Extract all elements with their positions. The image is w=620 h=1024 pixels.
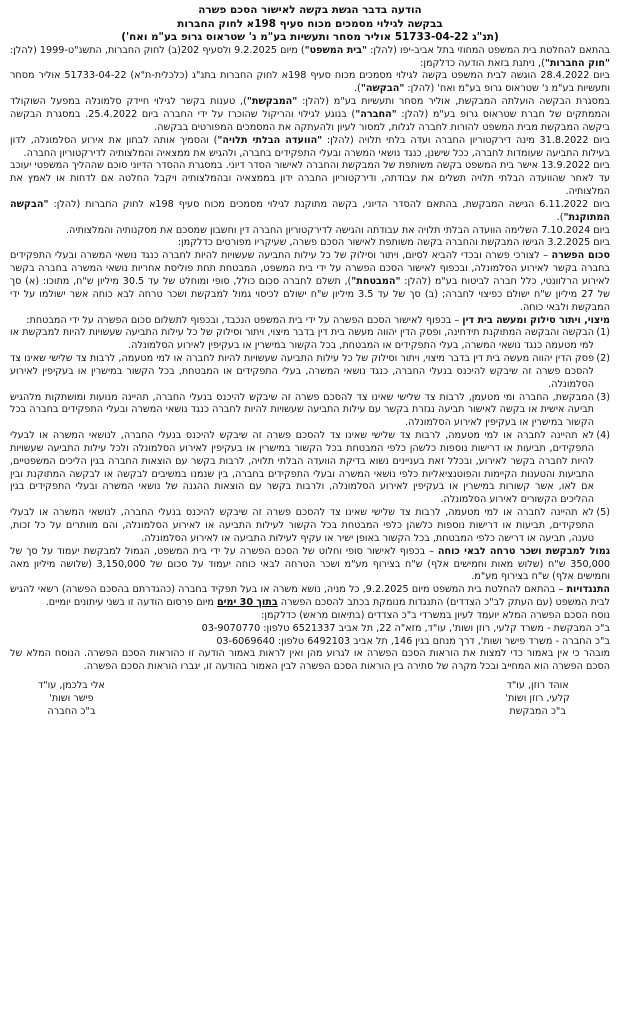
item-number: (4) — [596, 430, 610, 442]
applicant-term: "המבקשת" — [246, 96, 298, 108]
company-term: "החברה" — [355, 109, 397, 120]
paragraph-claims — [10, 96, 610, 135]
applicant-signature — [505, 680, 570, 719]
paragraph-end: ). — [354, 83, 361, 95]
paragraph-procedural-arrangement: ביום 13.9.2022 אישר בית המשפט בקשה משותפת של המבקשת והחברה לאישור הסדר דיוני. במסגרת ההסדר הדיוני סוכם שההליך המשפטי יעוכב עד לאחר שהוועדה הבלתי תלויה תשלים את עבודתה, ודירקטוריון החברה ידון בממצאיה ובהמלצותיה ויקבל החלטה אם לדחות או לאמץ את המלצותיה. — [10, 160, 610, 198]
paragraph-text: – בכפוף לאישור הסכם הפשרה על ידי בית המשפט הנכבד, ובכפוף לתשלום סכום הפשרה על ידי המבטחת: — [26, 314, 463, 326]
waiver-list — [10, 327, 610, 545]
paragraph-text: – לצורכי פשרה ובכדי להביא לסיום, ויתור וסילוק של כל עילות התביעה שעשויות להיות לחברה כנגד נושאי המשרה ובעלי התפקידים בחברה בקשר לאירוע הסלמונלה, ובכפוף לאישור הסכם הפשרה על ידי בית המשפט, המבטחת תחת פוליסת אחריות נושאי המשרה בחברה בקשר לאירוע הרלוונטי, כלל חברה לביטוח בע"מ (להלן: — [10, 250, 610, 287]
company-signature — [38, 680, 105, 719]
notice-header — [10, 4, 610, 45]
closing-paragraph: מובהר כי אין באמור כדי למצות את הוראות הסכם הפשרה או לגרוע מהן ואין לראות באמור הודעה זו כהוראות הסכם הפשרה. הנוסח המלא של הסכם הפשרה הוא המחייב ובכל מקרה של סתירה בין הוראות הסכם הפשרה לבין האמור בהודעה זו, יגברו הוראות הסכם הפשרה. — [10, 648, 610, 673]
paragraph-text: ), טענות בקשר לגילוי חיידק סלמונלה במפעל השוקולד והממתקים של חברת שטראוס גרופ בע"מ (להלן: — [10, 96, 610, 120]
signatory-firm: פישר ושות' — [49, 692, 94, 704]
paragraph-text: ) בנוגע לגילוי והריקול שהוכרז על ידי החברה ביום 25.4.2022. במסגרת הבקשה ביקשה המבקשת מבית המשפט להורות לחברה לגלות, למסור לעיון ולהעתקה את המסמכים המפורטים בבקשה. — [10, 109, 610, 133]
objections-label: התנגדויות — [566, 584, 611, 596]
item-text: פסק הדין יהווה מעשה בית דין בדבר מיצוי, ויתור וסילוק של כל עילות התביעה שעשויות להיות לחברה או למי מטעמה, לרבות צד שלישי שאינו צד להסכם פשרה זה שיבקש להיכנס בנעלי החברה, כנגד נושאי המשרה, בעלי התפקידים או המבטחת, בכל הקשור במישרין או בעקיפין לאירוע הסלמונלה. — [10, 353, 594, 390]
committee-term: "הוועדה הבלתי תלויה" — [217, 134, 323, 146]
signatory-name: אלי בלכמן, עו"ד — [38, 680, 105, 692]
list-item — [10, 430, 610, 507]
paragraph-text: ביום 28.4.2022 הוגשה לבית המשפט בקשה לגילוי מסמכים מכוח סעיף 198א לחוק החברות בתנ"ג (כלכלית-ת"א) 51733-04-22 אוליר מסחר ותעשיות בע"מ נ' שטראוס גרופ בע"מ ואח' (להלן: — [10, 70, 610, 95]
settlement-amount-label: סכום הפשרה — [551, 250, 610, 262]
item-text: הבקשה והבקשה המתוקנת תידחינה, ופסק הדין יהווה מעשה בית דין בדבר מיצוי, ויתור וסילוק של כל עילות התביעה שעשויות להיות למבקשת או למי מטעמה כנגד נושאי המשרה, בעלי התפקידים או המבטחת, בכל הקשור במישרין או בעקיפין לאירוע הסלמונלה. — [10, 327, 594, 352]
list-item — [10, 392, 610, 431]
paragraph-end: ). — [556, 211, 564, 223]
signatory-firm: קלעי, רוזן ושות' — [505, 692, 570, 704]
intro-text-2: ) מיום 9.2.2025 ולסעיף 202(ב) לחוק החברות, התשנ"ט-1999 (להלן: — [10, 44, 305, 56]
court-term: "בית המשפט" — [304, 44, 368, 56]
notice-subtitle: בבקשה לגילוי מסמכים מכוח סעיף 198א לחוק החברות — [177, 17, 443, 30]
paragraph-text: ביום 31.8.2022 מינה דירקטוריון החברה ועדה בלתי תלויה (להלן: — [322, 134, 610, 146]
contacts-block — [10, 610, 610, 649]
item-number: (5) — [596, 507, 610, 519]
intro-text-3: ), ניתנת בזאת הודעה כדלקמן: — [420, 57, 545, 69]
request-term: "הבקשה" — [360, 83, 405, 95]
item-text: לא תהיינה לחברה או למי מטעמה, לרבות צד שלישי שאינו צד להסכם פשרה זה שיבקש להיכנס בנעלי החברה, לנושאי המשרה או לבעלי התפקידים, תביעות או דרישות נוספות כלשהן כלפי המבטחת בכל הקשור במישרין או בעקיפין לאירוע הסלמונלה ולכל עילות התביעה שעשויות להיות לחברה בקשר לאירוע, ובכלל זאת בעניינים נשוא בדיקת הוועדה הבלתי תלויה, לרבות בקשר עם הוצאות החברה בגין הליכים המשפטיים, התביעות והטענות הקיימות והפוטנציאליות כלפי נושאי המשרה ובעלי התפקידים בחברה, בין שנמנו במשיבים לבקשה או לבקשה המתוקנת ובין אם לאו, אשר קשורות במישרין או בעקיפין לאירוע הסלמונלה, ולרבות בקשר עם הוצאות ההגנה של נושאי המשרה ובעלי התפקידים בגין ההליכים הקשורים לאירוע הסלמונלה. — [10, 430, 594, 506]
objection-deadline: בתוך 30 ימים — [216, 597, 278, 609]
paragraph-settlement-request: ביום 3.2.2025 הגישו המבקשת והחברה בקשה משותפת לאישור הסכם פשרה, שעיקריו מפורטים כדלקמן: — [177, 237, 610, 249]
item-number: (3) — [596, 391, 610, 403]
intro-text-1: בהתאם להחלטת בית המשפט המחוזי בתל אביב-יפו (להלן: — [367, 44, 610, 56]
paragraph-text: ביום 6.11.2022 הגישה המבקשת, בהתאם להסדר הדיוני, בקשה מתוקנת לגילוי מסמכים מכוח סעיף 198א לחוק החברות (להלן: — [48, 198, 610, 210]
paragraph-request-filed — [10, 70, 610, 96]
paragraph-text: – בכפוף לאישור סופי וחלוט של הסכם הפשרה על ידי בית המשפט, הגמול למבקשת יעמוד על סך של 350,000 ש"ח (שלוש מאות וחמישים אלף) ש"ח בצירוף מע"מ ושכר הטרחה לבאי כוחה יעמוד על סכום של 3,150,000 (שלושה מיליון מאה וחמישים אלף) ש"ח בצירוף מע"מ. — [10, 545, 611, 583]
insurer-term: "המבטחת" — [351, 275, 401, 287]
signatory-role: ב"כ המבקשת — [509, 705, 566, 717]
list-item — [10, 353, 610, 392]
contacts-intro: נוסח הסכם הפשרה המלא יועמד לעיון במשרדי ב"כ הצדדים (בתיאום מראש) כדלקמן: — [261, 609, 610, 621]
item-text: לא תהיינה לחברה או למי מטעמה, לרבות צד שלישי שאינו צד להסכם פשרה זה שיבקש להיכנס בנעלי החברה, לנושאי המשרה או לבעלי התפקידים, תביעות או דרישות נוספות כלשהן כלפי המבטחת בכל הקשור לעילות התביעה או לאירוע הסלמונלה, והם מוותרים על כל זכות, טענה, תביעה או דרישה כלפי המבטחת, בכל הקשור באופן ישיר או עקיף לעילות התביעה או לאירוע הסלמונלה. — [10, 507, 594, 544]
signature-block — [10, 680, 610, 719]
paragraph-objections — [10, 584, 610, 610]
intro-paragraph — [10, 45, 610, 71]
paragraph-text: מיום פרסום הודעה זו בשני עיתונים יומיים. — [45, 597, 217, 609]
paragraph-settlement-amount — [10, 250, 610, 314]
paragraph-committee-report: ביום 7.10.2024 השלימה הוועדה הבלתי תלויה את עבודתה והגישה לדירקטוריון החברה דין וחשבון שמסכם את מסקנותיה והמלצותיה. — [65, 224, 610, 236]
company-counsel-contact: ב"כ החברה - משרד פישר ושות', דרך מנחם בגין 146, תל אביב 6492103 טלפון: 03-6069640 — [216, 635, 610, 647]
item-number: (1) — [596, 327, 610, 339]
paragraph-text: ), תשלם לחברה סכום כולל, סופי ומוחלט של עד 30.5 מיליון ש"ח, מתוכו: (א) סך של 27 מיליון ש"ח ישולם כפיצוי לחברה; (ב) סך של עד 3.5 מיליון ש"ח ישולם לכיסוי גמול למבקשת ושכר טרחה לבא כוחה אשר ישולמו על ידי המבקשת ולבאי כוחה. — [10, 275, 610, 313]
item-number: (2) — [596, 353, 610, 365]
paragraph-text: במסגרת הבקשה הועלתה המבקשת, אוליר מסחר ותעשיות בע"מ (להלן: — [297, 96, 610, 108]
item-text: המבקשת, החברה ומי מטעמן, לרבות צד שלישי שאינו צד להסכם פשרה זה שיבקש להיכנס בנעלי החברה, תהיינה מנועות ומושתקות מלהגיש תביעה אישית או בקשה לאישור תביעה נגזרת בקשר עם עילות התביעה שעשויות להיות לחברה כנגד נושאי המשרה ובעלי התפקידים בחברה בכל הקשור במישרין או בעקיפין לאירוע הסלמונלה. — [10, 391, 594, 429]
signatory-role: ב"כ החברה — [47, 705, 96, 717]
paragraph-amended-request — [10, 199, 610, 225]
applicant-counsel-contact: ב"כ המבקשת - משרד קלעי, רוזן ושות', עו"ד, מזא"ה 22, תל אביב 6521337 טלפון: 03-9070770 — [201, 622, 610, 634]
paragraph-text: – בהתאם להחלטת בית המשפט מיום 9.2.2025, כל מניה, נושא משרה או בעל תפקיד בחברה (כהגדרתם בהסכם הפשרה) רשאי להגיש לבית המשפט (עם העתק לב"כ הצדדים) התנגדות מנומקת בכתב להסכם הפשרה — [10, 584, 610, 609]
fees-label: גמול למבקשת ושכר טרחה לבאי כוחה — [437, 545, 611, 557]
amended-request-term: "הבקשה המתוקנת" — [10, 198, 610, 223]
list-item — [10, 327, 610, 353]
case-reference: (תנ"ג 51733-04-22 אוליר מסחר ותעשיות בע"מ נ' שטראוס גרופ בע"מ ואח') — [121, 31, 499, 44]
list-item — [10, 507, 610, 546]
paragraph-waiver — [10, 315, 610, 328]
notice-title: הודעה בדבר הגשת בקשה לאישור הסכם פשרה — [198, 4, 422, 16]
paragraph-fees — [10, 546, 610, 585]
signatory-name: אוהד רוזן, עו"ד — [506, 680, 569, 692]
paragraph-committee — [10, 135, 610, 161]
paragraph-text: ) והסמיך אותה לבחון את אירוע הסלמונלה, לדון בעילות התביעה שעומדות לחברה, ככל שישנן, כנגד נושאי המשרה ובעלי התפקידים בחברה, ולהגיש את ממצאיה והמלצותיה לדירקטוריון החברה. — [10, 134, 610, 159]
law-term: "חוק החברות" — [544, 57, 610, 69]
waiver-label: מיצוי, ויתור סילוק ומעשה בית דין — [462, 314, 610, 326]
